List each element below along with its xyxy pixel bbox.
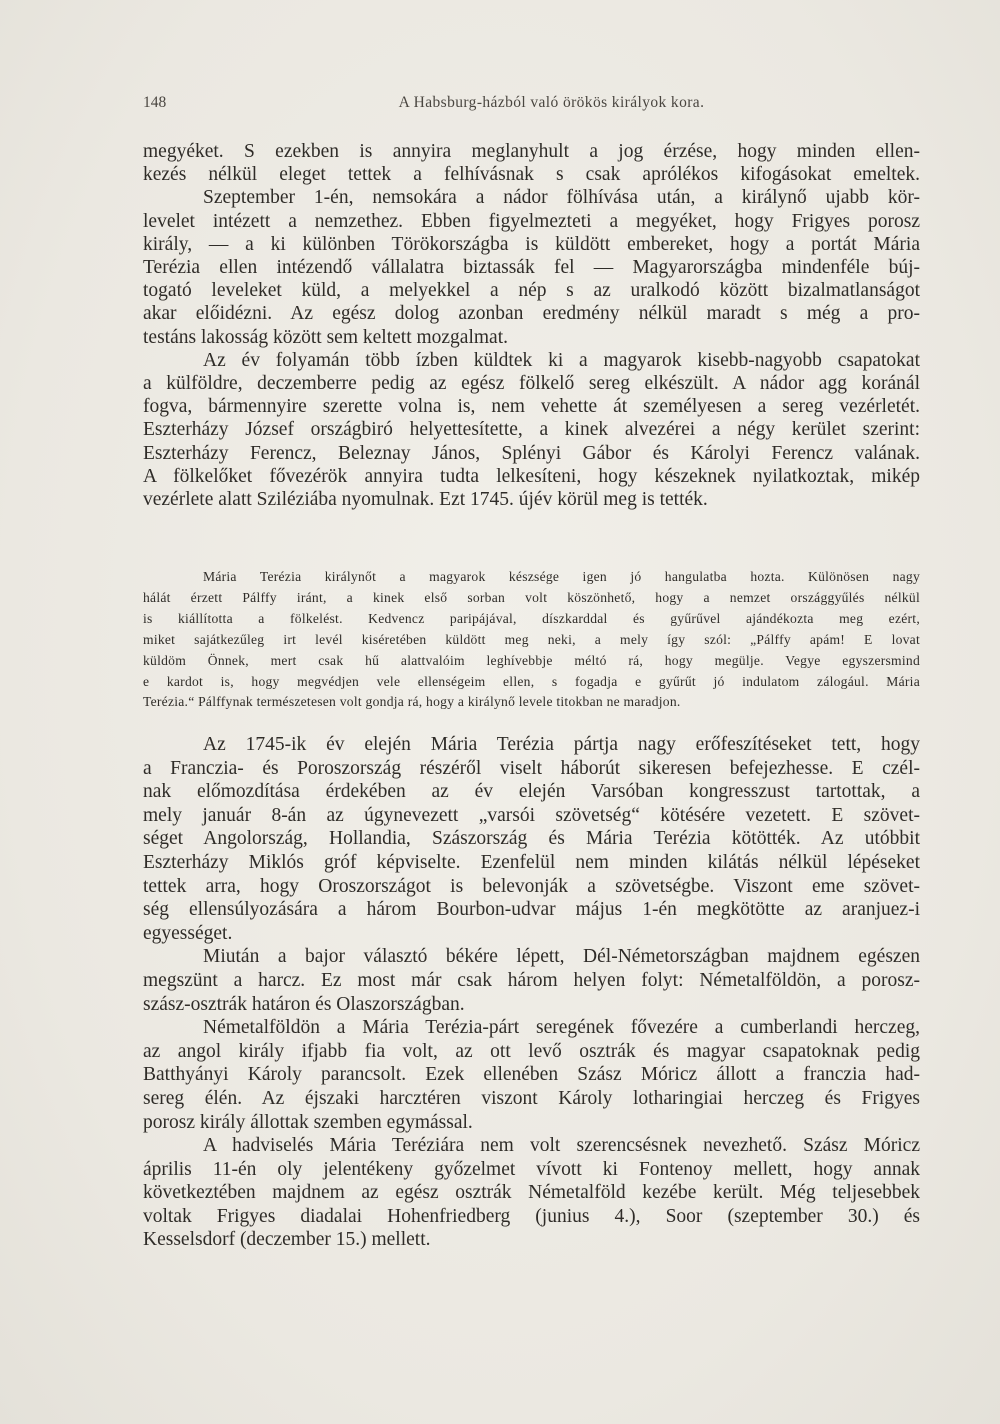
text-line: Szeptember 1-én, nemsokára a nádor fölhívása után, a királynő ujabb kör- [203,187,920,209]
text-line: ség ellensúlyozására a három Bourbon-udvar május 1-én megkötötte az aranjuez-i [143,899,920,921]
text-line: az angol király ifjabb fia volt, az ott levő osztrák és magyar csapatoknak pedig [143,1040,920,1062]
note-line: Terézia.“ Pálffynak természetesen volt gondja rá, hogy a királynő levele titokban ne maradjon. [143,694,681,710]
text-line: voltak Frigyes diadalai Hohenfriedberg (junius 4.), Soor (szeptember 30.) és [143,1205,920,1227]
note-line: Mária Terézia királynőt a magyarok készsége igen jó hangulatba hozta. Különösen nagy [203,569,920,584]
text-line: Eszterházy Ferencz, Beleznay János, Splényi Gábor és Károlyi Ferencz valának. [143,442,920,464]
text-line: Az 1745-ik év elején Mária Terézia pártja nagy erőfeszítéseket tett, hogy [203,734,920,755]
text-line: nak előmozdítása érdekében az év elején Varsóban kongresszust tartottak, a [143,781,920,803]
main-text-block-1 [143,140,920,511]
page-number: 148 [143,94,167,111]
text-line: A fölkelőket fővezérök annyira tudta lelkesíteni, hogy készeknek nyilatkoztak, mikép [143,465,920,487]
text-line: a külföldre, deczemberre pedig az egész fölkelő sereg elkészült. A nádor agg koránál [143,373,920,395]
text-line: séget Angolország, Hollandia, Szászország és Mária Terézia kötötték. Az utóbbit [143,828,920,850]
small-print-note [143,567,920,713]
text-line: A hadviselés Mária Teréziára nem volt szerencsésnek nevezhető. Szász Móricz [203,1135,920,1157]
text-line: vezérlete alatt Sziléziába nyomulnak. Ezt 1745. újév körül meg is tették. [143,489,708,511]
main-text-block-2 [143,733,920,1252]
running-head [143,94,920,118]
note-line: is kiállította a fölkelést. Kedvencz paripájával, díszkarddal és gyűrűvel ajándékozta meg ezért, [143,610,920,626]
text-line: a Franczia- és Poroszország részéről viselt háborút sikeresen befejezhesse. E czél- [143,757,920,779]
text-line: Eszterházy József országbiró helyettesítette, a kinek alvezérei a négy kerület szerint: [143,419,920,441]
text-line: Az év folyamán több ízben küldtek ki a magyarok kisebb-nagyobb csapatokat [203,349,920,371]
text-line: április 11-én oly jelentékeny győzelmet vívott ki Fontenoy mellett, hogy annak [143,1158,920,1180]
text-line: levelet intézett a nemzethez. Ebben figyelmezteti a megyéket, hogy Frigyes porosz [143,210,920,232]
text-line: Németalföldön a Mária Terézia-párt seregének fővezére a cumberlandi herczeg, [203,1017,920,1039]
text-line: mely január 8-án az úgynevezett „varsói szövetség“ kötésére vezetett. E szövet- [143,804,920,826]
text-line: szász-osztrák határon és Olaszországban. [143,993,465,1015]
note-line: küldöm Önnek, mert csak hű alattvalóim leghívebbje méltó rá, hogy megülje. Vegye egyszersmind [143,652,920,668]
text-line: egyességet. [143,922,233,944]
text-line: togató leveleket küld, a melyekkel a nép s az uralkodó között bizalmatlanságot [143,280,920,302]
text-line: Eszterházy Miklós gróf képviselte. Ezenfelül nem minden kilátás nélkül lépéseket [143,851,920,873]
text-line: testáns lakosság között sem keltett mozgalmat. [143,326,508,348]
text-line: Kesselsdorf (deczember 15.) mellett. [143,1229,431,1251]
text-line: király, — a ki különben Törökországba is küldött embereket, hogy a portát Mária [143,233,920,255]
text-line: Terézia ellen intézendő vállalatra biztassák fel — Magyarországba mindenféle búj- [143,257,920,279]
text-line: következtében majdnem az egész osztrák Németalföld kezébe került. Még teljesebbek [143,1182,920,1204]
text-line: tettek arra, hogy Oroszországot is belevonják a szövetségbe. Viszont eme szövet- [143,875,920,897]
text-line: porosz király állottak szemben egymással. [143,1111,473,1133]
text-line: megyéket. S ezekben is annyira meglanyhult a jog érzése, hogy minden ellen- [143,141,920,162]
text-line: Batthyányi Károly parancsolt. Ezek ellenében Szász Móricz állott a franczia had- [143,1064,920,1086]
text-line: fogva, bármennyire szerette volna is, nem vehette át személyesen a sereg vezérletét. [143,396,920,418]
text-line: Miután a bajor választó békére lépett, Dél-Németországban majdnem egészen [203,946,920,968]
text-line: sereg élén. Az éjszaki harcztéren viszont Károly lotharingiai herczeg és Frigyes [143,1087,920,1109]
note-line: e kardot is, hogy megvédjen vele ellenségeim ellen, s fogadja e gyűrűt jó indulatom zálogául. Mária [143,673,920,689]
note-line: miket sajátkezűleg irt levél kiséretében küldött meg neki, a mely így szól: „Pálffy apám! E lovat [143,631,920,647]
running-title: A Habsburg-házból való örökös királyok kora. [398,94,705,111]
text-line: akar előidézni. Az egész dolog azonban eredmény nélkül maradt s még a pro- [143,303,920,325]
note-line: hálát érzett Pálffy iránt, a kinek első sorban volt köszönhető, hogy a nemzet országgyűlés nélkül [143,589,920,605]
text-line: kezés nélkül eleget tettek a felhívásnak s csak aprólékos kifogásokat emeltek. [143,164,920,186]
text-line: megszünt a harcz. Ez most már csak három helyen folyt: Németalföldön, a porosz- [143,969,920,991]
